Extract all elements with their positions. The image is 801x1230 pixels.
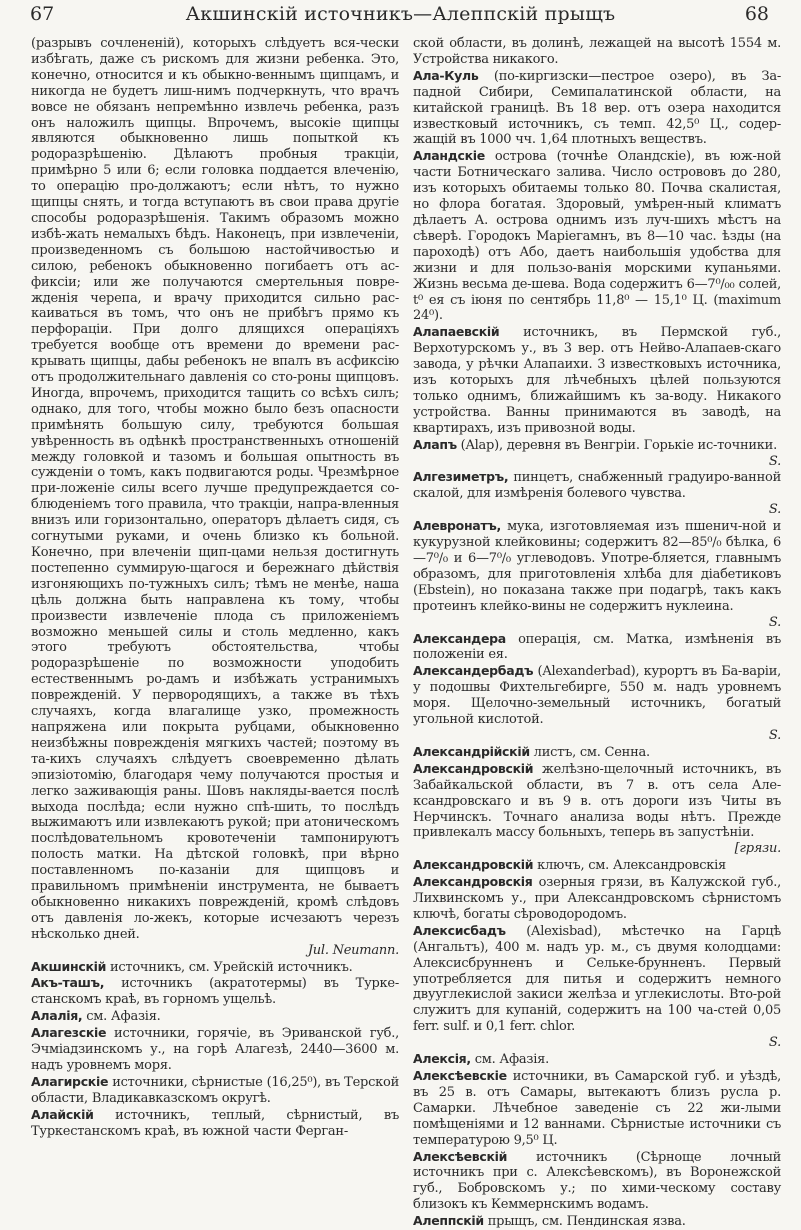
page-number-right: 68 xyxy=(744,3,769,25)
page-header xyxy=(0,0,801,30)
entry-signature: Jul. Neumann. xyxy=(307,942,399,958)
entry-signature: S. xyxy=(768,1035,781,1051)
entry-headword: Акъ-ташъ, xyxy=(31,975,105,991)
left-column xyxy=(31,36,399,1140)
entry-text: озерныя грязи, въ Калужской губ., Лихвинскомъ у., при Александровскомъ сѣрнистомъ ключѣ, богаты сѣроводородомъ. xyxy=(413,875,781,922)
entry-headword: Аландскіе xyxy=(413,148,485,164)
entry-text: источники, сѣрнистые (16,25⁰), въ Терской области, Владикавказскомъ округѣ. xyxy=(31,1074,399,1106)
entry-text: (Alexanderbad), курортъ въ Ба-варіи, у подошвы Фихтельгебирге, 550 м. надъ уровнемъ моря. Щелочно-земельный источникъ, богатый угольной кислотой. xyxy=(413,664,781,728)
entry-text: (Alexisbad), мѣстечко на Гарцѣ (Ангальтъ), 400 м. надъ ур. м., съ двумя колодцами: Алексисбрунненъ и Сельке-брунненъ. Первый употребляется для питья и содержитъ немного двууглекислой закиси желѣза и углекислоты. Вто-рой служитъ для купаній, содержитъ на 100 ча-стей 0,05 ferr. sulf. и 0,1 ferr. chlor. xyxy=(413,923,781,1035)
entry xyxy=(413,761,781,857)
entry xyxy=(31,959,399,976)
entry-text: (Alap), деревня въ Венгріи. Горькіе ис-точники. xyxy=(456,437,777,453)
entry xyxy=(31,1074,399,1107)
entry xyxy=(413,1149,781,1214)
entry-text: желѣзно-щелочный источникъ, въ Забайкальской области, въ 7 в. отъ села Але-ксандровскаго и въ 9 в. отъ дороги изъ Читы въ Нерчинскъ. Точнаго анализа воды нѣтъ. Прежде привлекалъ массу больныхъ, теперь въ запустѣніи. xyxy=(413,761,781,841)
entry xyxy=(31,36,399,959)
entry xyxy=(413,744,781,761)
entry-headword: Александрійскій xyxy=(413,743,530,759)
entry-headword: Александера xyxy=(413,630,506,646)
entry xyxy=(413,1051,781,1068)
entry xyxy=(413,518,781,630)
entry-text: источники, въ Самарской губ. и уѣздѣ, въ 25 в. отъ Самары, вытекаютъ близъ русла р. Самарки. Лѣчебное заведеніе съ 22 жи-лыми помѣщеніями и 12 ваннами. Сѣрнистые источники съ температурою 9,5⁰ Ц. xyxy=(413,1069,781,1148)
entry-signature: S. xyxy=(768,614,781,630)
entry xyxy=(413,148,781,324)
entry-signature: S. xyxy=(768,502,781,518)
entry xyxy=(413,437,781,470)
entry-text: источникъ, въ Пермской губ., Верхотурскомъ у., въ 3 вер. отъ Нейво-Алапаев-скаго завода, у рѣчки Алапаихи. 3 известковыхъ источника, изъ которыхъ для лѣчебныхъ цѣлей пользуются только однимъ, ближайшимъ къ за-воду. Никакого устройства. Ванны принимаются въ заводѣ, на квартирахъ, изъ привозной воды. xyxy=(413,325,781,436)
entry-headword: Алалія, xyxy=(31,1008,83,1024)
entry-text: источники, горячіе, въ Эриванской губ., Эчміадзинскомъ у., на горѣ Алагезѣ, 2440—3600 м. надъ уровнемъ моря. xyxy=(31,1026,399,1073)
entry xyxy=(31,975,399,1008)
entry-text: (разрывъ сочлененій), которыхъ слѣдуетъ вся-чески избѣгать, даже съ рискомъ для жизни ребенка. Это, конечно, относится и къ обыкно-веннымъ щипцамъ, и никогда не будетъ лиш-нимъ подчеркнуть, что врачъ вовсе не обязанъ непремѣнно извлечь ребенка, разъ онъ наложилъ щипцы. Впрочемъ, высокіе щипцы являются обыкновенно лишь попыткой къ родоразрѣшенію. Дѣлаютъ пробныя тракціи, примѣрно 5 или 6; если головка поддается влеченію, то операцію про-должаютъ; если нѣтъ, то нужно щипцы снять, и тогда вступаютъ въ свои права другіе способы родоразрѣшенія. Такимъ образомъ можно избѣ-жать немалыхъ бѣдъ. Наконецъ, при извлеченіи, произведенномъ съ большою настойчивостью и силою, ребенокъ обыкновенно погибаетъ отъ ас-фиксіи; или же получаются смертельныя повре-жденія черепа, и врачу приходится сильно рас-каиваться въ томъ, что онъ не прибѣгъ прямо къ перфораціи. При долго длящихся операціяхъ требуется вообще отъ времени до времени рас-крывать щипцы, дабы ребенокъ не впалъ въ асфиксію отъ продолжительнаго давленія со сто-роны щипцовъ. Иногда, впрочемъ, приходится тащить со всѣхъ силъ; однако, для того, чтобы можно было безъ опасности примѣнять большую силу, требуются большая увѣренность въ одѣнкѣ пространственныхъ отношеній между головкой и тазомъ и большая опытность въ сужденіи о томъ, какъ подвигаются роды. Чрезмѣрное при-ложеніе силы всего лучше предупреждается со-блюденіемъ того правила, что тракціи, напра-вленныя внизъ или горизонтально, операторъ дѣлаетъ сидя, съ согнутыми руками, и очень близко къ больной. Конечно, при влеченіи щип-цами нельзя достигнуть постепенно суммирую-щагося и бережнаго дѣйствія изгоняющихъ по-тужныхъ силъ; тѣмъ не менѣе, наша цѣль должна быть направлена къ тому, чтобы произвести извлеченіе плода съ приложеніемъ возможно меньшей силы и столь медленно, какъ этого требуютъ обстоятельства, чтобы родоразрѣшеніе по возможности уподобить естественнымъ ро-дамъ и избѣжать устранимыхъ поврежденій. У первородящихъ, а также въ тѣхъ случаяхъ, когда влагалище узко, промежность напряжена или покрыта рубцами, обыкновенно неизбѣжны поврежденія мягкихъ частей; поэтому въ та-кихъ случаяхъ слѣдуетъ своевременно дѣлать эпизіотомію, благодаря чему получаются простыя и легко заживающія раны. Шовъ накляды-вается послѣ выхода послѣда; если нужно спѣ-шить, то послѣдъ выжимаютъ или извлекаютъ рукой; при атоническомъ послѣдовательномъ кровотеченіи тампонируютъ полость матки. На дѣтской головкѣ, при вѣрно поставленномъ по-казаніи для щипцовъ и правильномъ примѣненіи инструмента, не бываетъ обыкновенно никакихъ поврежденій, кромѣ слѣдовъ отъ давленія ло-жекъ, которые исчезаютъ черезъ нѣсколько дней. xyxy=(31,36,399,942)
entry-text: источникъ, теплый, сѣрнистый, въ Туркестанскомъ краѣ, въ южной части Ферган- xyxy=(31,1107,399,1139)
entry-text: ключъ, см. Александровскія xyxy=(533,858,726,874)
entry xyxy=(413,68,781,149)
entry xyxy=(413,663,781,744)
entry-text: (по-киргизски—пестрое озеро), въ За-падной Сибири, Семипалатинской области, на китайской границѣ. Въ 18 вер. отъ озера находится известковый источникъ, съ темп. 42,5⁰ Ц., содер-жащій въ 1000 чч. 1,64 плотныхъ веществъ. xyxy=(413,68,781,148)
entry-headword: Александровскія xyxy=(413,874,533,890)
page-number-left: 67 xyxy=(30,3,55,25)
entry-headword: Алагирскіе xyxy=(31,1073,109,1089)
entry-signature: S. xyxy=(768,453,781,469)
entry-headword: Алексѣевскій xyxy=(413,1148,508,1164)
entry-text: прыщъ, см. Пендинская язва. xyxy=(483,1214,686,1230)
entry-headword: Алапаевскій xyxy=(413,324,500,340)
entry-signature: S. xyxy=(768,727,781,743)
entry-text: ской области, въ долинѣ, лежащей на высотѣ 1554 м. Устройства никакого. xyxy=(413,36,781,67)
entry xyxy=(413,857,781,874)
entry xyxy=(413,631,781,664)
entry-text: листъ, см. Сенна. xyxy=(529,744,650,760)
entry-headword: Акшинскій xyxy=(31,958,107,974)
entry-headword: Алеппскій xyxy=(413,1213,484,1229)
entry-headword: Александровскій xyxy=(413,857,534,873)
entry xyxy=(413,1213,781,1230)
entry-headword: Алексія, xyxy=(413,1051,471,1067)
entry-text: источникъ (акратотермы) въ Турке-станскомъ краѣ, въ горномъ ущельѣ. xyxy=(31,976,399,1008)
entry-headword: Алгезиметръ, xyxy=(413,469,509,485)
entry xyxy=(31,1008,399,1025)
entry-headword: Ала-Куль xyxy=(413,67,479,83)
entry-text: см. Афазія. xyxy=(470,1052,550,1068)
entry xyxy=(413,1068,781,1149)
entry-headword: Алапъ xyxy=(413,436,457,452)
entry xyxy=(31,1025,399,1074)
entry xyxy=(413,923,781,1051)
entry-headword: Александербадъ xyxy=(413,663,534,679)
entry-text: операція, см. Матка, измѣненія въ положеніи ея. xyxy=(413,631,781,663)
right-column xyxy=(413,36,781,1230)
entry-headword: Алексисбадъ xyxy=(413,922,506,938)
entry xyxy=(413,36,781,68)
entry xyxy=(413,469,781,518)
entry-headword: Алевронатъ, xyxy=(413,518,501,534)
entry-text: источникъ, см. Урейскій источникъ. xyxy=(106,959,353,975)
entry-text: острова (точнѣе Оландскіе), въ юж-ной части Ботническаго залива. Число острововъ до 280, изъ которыхъ обитаемы только 80. Почва скалистая, но флора богатая. Здоровый, умѣрен-ный климатъ дѣлаетъ А. острова однимъ изъ луч-шихъ мѣстъ на сѣверѣ. Городокъ Маріегамнъ, въ 8—10 час. ѣзды (на пароходѣ) отъ Або, даетъ наибольшія удобства для жизни и для пользо-ванія морскими купаньями. Жизнь весьма де-шева. Вода содержитъ 6—7⁰/₀₀ солей, t⁰ ея съ іюня по сентябрь 11,8⁰ — 15,1⁰ Ц. (maximum 24⁰). xyxy=(413,149,781,324)
entry-text: мука, изготовляемая изъ пшенич-ной и кукурузной клейковины; содержитъ 82—85⁰/₀ бѣлка, 6—7⁰/₀ и 6—7⁰/₀ углеводовъ. Употре-бляется, главнымъ образомъ, для приготовленія хлѣба для діабетиковъ (Ebstein), но показана также при подагрѣ, такъ какъ протеинъ клейко-вины не содержитъ нуклеина. xyxy=(413,519,781,614)
entry-headword: Алайскій xyxy=(31,1106,94,1122)
entry xyxy=(31,1107,399,1140)
entry-text: см. Афазія. xyxy=(82,1009,161,1025)
entry-headword: Алексѣевскіе xyxy=(413,1068,507,1083)
entry xyxy=(413,324,781,436)
entry-signature: [грязи. xyxy=(734,841,781,857)
running-title: Акшинскій источникъ—Алеппскій прыщъ xyxy=(185,3,616,25)
entry-text: источникъ (Сѣрноще лочный источникъ при с. Алексѣевскомъ), въ Воронежской губ., Бобровскомъ у.; по хими-ческому составу близокъ къ Кеммернскимъ водамъ. xyxy=(413,1149,781,1213)
entry-headword: Алагезскіе xyxy=(31,1025,107,1041)
entry-text: пинцетъ, снабженный градуиро-ванной скалой, для измѣренія болевого чувства. xyxy=(413,470,781,502)
entry xyxy=(413,874,781,923)
entry-headword: Александровскій xyxy=(413,760,534,776)
